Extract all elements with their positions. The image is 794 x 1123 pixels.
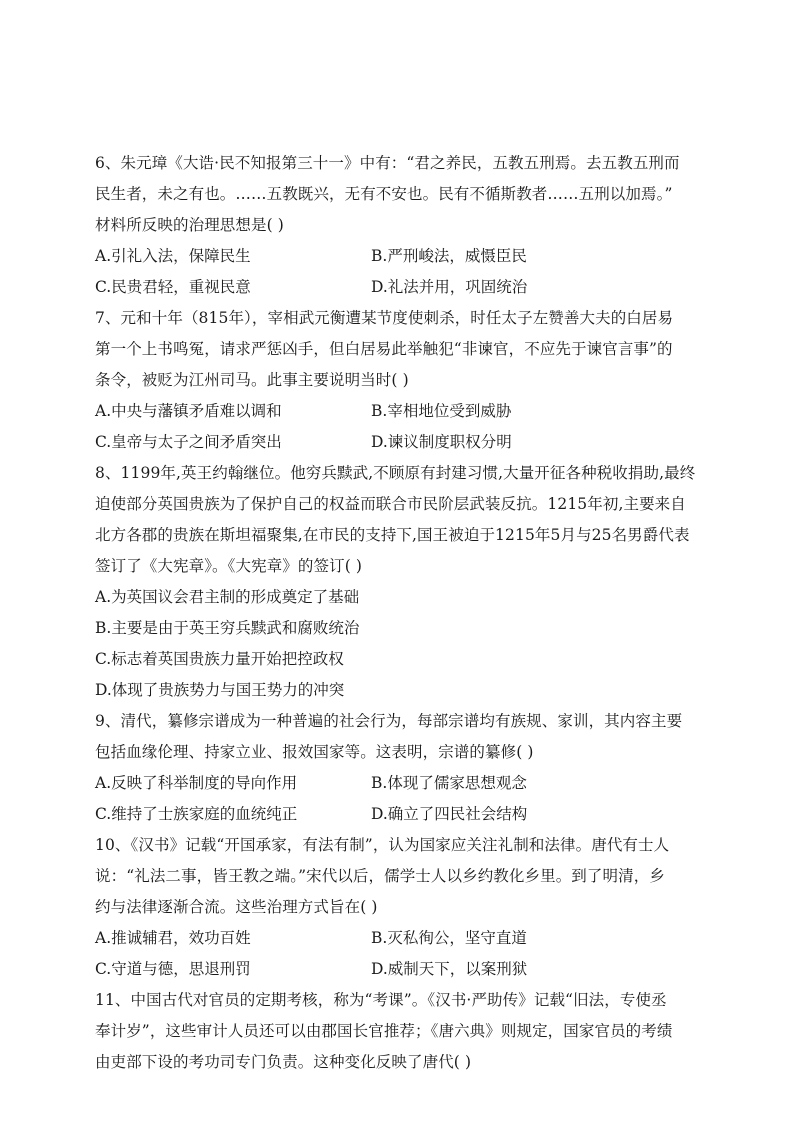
option-a: A.中央与藩镇矛盾难以调和: [95, 402, 282, 420]
question-stem-line: 由吏部下设的考功司专门负责。这种变化反映了唐代( ): [95, 1053, 472, 1071]
option-b: B.主要是由于英王穷兵黩武和腐败统治: [95, 619, 360, 637]
options-row: [95, 427, 705, 458]
option-a: A.反映了科举制度的导向作用: [95, 774, 298, 792]
question-stem-line: 包括血缘伦理、持家立业、报效国家等。这表明，宗谱的纂修( ): [95, 743, 534, 761]
option-c: C.维持了士族家庭的血统纯正: [95, 805, 298, 823]
question-stem-line: 8、1199年,英王约翰继位。他穷兵黩武,不顾原有封建习惯,大量开征各种税收捐助,最终: [95, 464, 696, 482]
options-row: [95, 768, 705, 799]
question-stem-line: 11、中国古代对官员的定期考核，称为“考课”。《汉书·严助传》记载“旧法，专使丞: [95, 991, 667, 1009]
question-stem-line: 9、清代，纂修宗谱成为一种普遍的社会行为，每部宗谱均有族规、家训，其内容主要: [95, 712, 683, 730]
option-a: A.为英国议会君主制的形成奠定了基础: [95, 588, 360, 606]
option-c: C.皇帝与太子之间矛盾突出: [95, 433, 282, 451]
question-7: [95, 303, 705, 458]
option-a: A.推诚辅君，效功百姓: [95, 929, 251, 947]
question-6: [95, 148, 705, 303]
option-b: B.体现了儒家思想观念: [371, 774, 527, 792]
question-stem-line: 6、朱元璋《大诰·民不知报第三十一》中有：“君之养民，五教五刑焉。去五教五刑而: [95, 154, 680, 172]
options-row: [95, 923, 705, 954]
option-c: C.标志着英国贵族力量开始把控政权: [95, 650, 344, 668]
option-d: D.谏议制度职权分明: [371, 433, 512, 451]
question-stem-line: 签订了《大宪章》。《大宪章》的签订( ): [95, 557, 363, 575]
question-stem-line: 条令，被贬为江州司马。此事主要说明当时( ): [95, 371, 409, 389]
question-8: [95, 458, 705, 706]
question-10: [95, 830, 705, 985]
exam-page: [95, 148, 705, 1078]
option-c: C.民贵君轻，重视民意: [95, 278, 251, 296]
option-d: D.威制天下，以案刑狱: [371, 960, 528, 978]
options-row: [95, 241, 705, 272]
question-stem-line: 迫使部分英国贵族为了保护自己的权益而联合市民阶层武装反抗。1215年初,主要来自: [95, 495, 686, 513]
options-row: [95, 799, 705, 830]
question-stem-line: 北方各郡的贵族在斯坦福聚集,在市民的支持下,国王被迫于1215年5月与25名男爵代表: [95, 526, 690, 544]
option-a: A.引礼入法，保障民生: [95, 247, 251, 265]
options-row: [95, 272, 705, 303]
options-row: [95, 396, 705, 427]
question-stem-line: 说：“礼法二事，皆王教之端。”宋代以后，儒学士人以乡约教化乡里。到了明清，乡: [95, 867, 665, 885]
question-11: [95, 985, 705, 1078]
options-row: [95, 954, 705, 985]
option-d: D.体现了贵族势力与国王势力的冲突: [95, 681, 345, 699]
option-b: B.宰相地位受到威胁: [371, 402, 512, 420]
question-stem-line: 材料所反映的治理思想是( ): [95, 216, 284, 234]
option-b: B.灭私徇公，坚守直道: [371, 929, 527, 947]
question-9: [95, 706, 705, 830]
question-stem-line: 民生者，未之有也。……五教既兴，无有不安也。民有不循斯教者……五刑以加焉。”: [95, 185, 673, 203]
question-stem-line: 奉计岁”，这些审计人员还可以由郡国长官推荐；《唐六典》则规定，国家官员的考绩: [95, 1022, 673, 1040]
question-stem-line: 第一个上书鸣冤，请求严惩凶手，但白居易此举触犯“非谏官，不应先于谏官言事”的: [95, 340, 673, 358]
option-b: B.严刑峻法，威慑臣民: [371, 247, 527, 265]
option-d: D.礼法并用，巩固统治: [371, 278, 528, 296]
question-stem-line: 约与法律逐渐合流。这些治理方式旨在( ): [95, 898, 378, 916]
question-stem-line: 7、元和十年（815年），宰相武元衡遭某节度使刺杀，时任太子左赞善大夫的白居易: [95, 309, 674, 327]
option-d: D.确立了四民社会结构: [371, 805, 528, 823]
question-stem-line: 10、《汉书》记载“开国承家，有法有制”，认为国家应关注礼制和法律。唐代有士人: [95, 836, 670, 854]
option-c: C.守道与德，思退刑罚: [95, 960, 251, 978]
